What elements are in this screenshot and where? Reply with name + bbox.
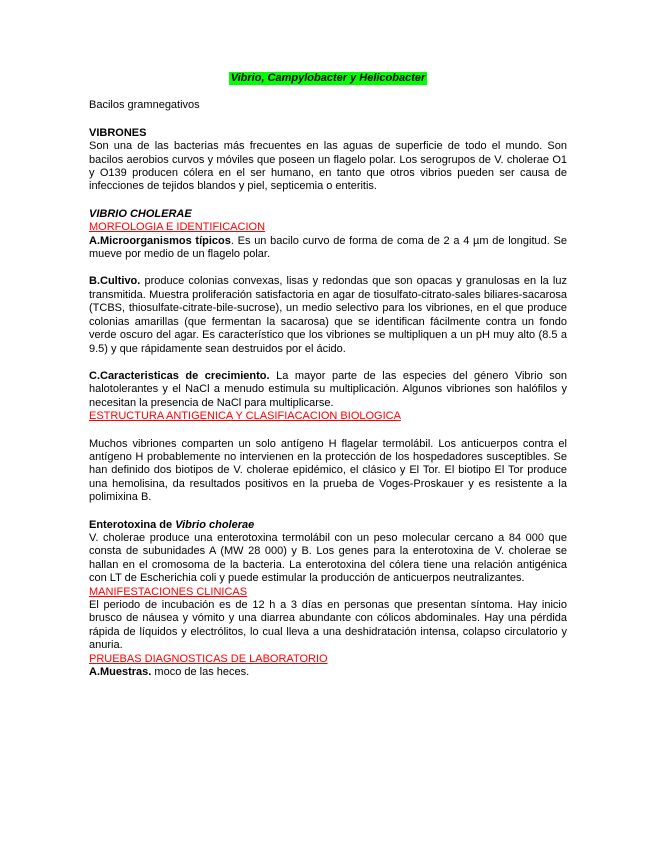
vibrones-heading: VIBRONES xyxy=(89,126,147,139)
enterotoxina-paragraph: V. cholerae produce una enterotoxina termolábil con un peso molecular cercano a 84 000 que consta de subunidades A (MW 28 000) y B. Los genes para la enterotoxina de V. cholerae se hallan en el cromosoma de la bacteria. La enterotoxina del cólera tiene una relación antigénica con LT de Escherichia coli y puede estimular la producción de anticuerpos neutralizantes. xyxy=(89,531,567,585)
pruebas-heading: PRUEBAS DIAGNOSTICAS DE LABORATORIO xyxy=(89,652,328,665)
muestras-label: A.Muestras. xyxy=(89,666,152,679)
enterotoxina-heading-plain: Enterotoxina de xyxy=(89,518,176,531)
crecimiento-text: La mayor parte de las especies del género Vibrio son halotolerantes y el NaCl a menudo estimula su multiplicación. Algunos vibriones son halófilos y necesitan la presencia de NaCl para multiplicarse. xyxy=(89,369,567,409)
estructura-heading: ESTRUCTURA ANTIGENICA Y CLASIFIACACION BIOLOGICA xyxy=(89,410,401,423)
document-content xyxy=(89,72,567,679)
cultivo-paragraph xyxy=(89,275,567,355)
vibrio-cholerae-heading: VIBRIO CHOLERAE xyxy=(89,207,192,220)
crecimiento-label: C.Caracteristicas de crecimiento. xyxy=(89,369,270,382)
enterotoxina-heading xyxy=(89,519,567,532)
estructura-paragraph: Muchos vibriones comparten un solo antígeno H flagelar termolábil. Los anticuerpos contra el antígeno H probablemente no intervienen en la protección de los hospedadores susceptibles. Se han definido dos biotipos de V. cholerae epidémico, el clásico y El Tor. El biotipo El Tor produce una hemolisina, da resultados positivos en la prueba de Voges-Proskauer y es resistente a la polimixina B. xyxy=(89,437,567,504)
document-title: Vibrio, Campylobacter y Helicobacter xyxy=(230,72,426,84)
cultivo-text: produce colonias convexas, lisas y redondas que son opacas y granulosas en la luz transmitida. Muestra proliferación satisfactoria en agar de tiosulfato-citrato-sales biliares-sacarosa (TCBS, thiosulfate-citrate-bile-sucrose), un medio selectivo para los vibriones, en el que produce colonias amarillas (que fermentan la sacarosa) que se identifican fácilmente contra un fondo verde oscuro del agar. Es característico que los vibriones se multipliquen a un pH muy alto (8.5 a 9.5) y que rápidamente sean destruidos por el ácido. xyxy=(89,275,567,355)
microorganismos-label: A.Microorganismos típicos xyxy=(89,234,231,247)
microorganismos-paragraph xyxy=(89,235,567,262)
microorganismos-text: . Es un bacilo curvo de forma de coma de 2 a 4 µm de longitud. Se mueve por medio de un flagelo polar. xyxy=(89,234,567,261)
vibrones-paragraph: Son una de las bacterias más frecuentes en las aguas de superficie de todo el mundo. Son bacilos aerobios curvos y móviles que poseen un flagelo polar. Los serogrupos de V. cholerae O1 y O139 producen cólera en el ser humano, en tanto que otros vibrios pueden ser causa de infecciones de tejidos blandos y piel, septicemia o enteritis. xyxy=(89,140,567,193)
enterotoxina-heading-italic: Vibrio cholerae xyxy=(175,518,255,531)
title-wrapper xyxy=(89,72,567,85)
muestras-paragraph xyxy=(89,666,567,679)
intro-text: Bacilos gramnegativos xyxy=(89,99,200,112)
cultivo-label: B.Cultivo. xyxy=(89,275,141,288)
morfologia-heading: MORFOLOGIA E IDENTIFICACION xyxy=(89,221,266,234)
manifestaciones-paragraph: El periodo de incubación es de 12 h a 3 días en personas que presentan síntoma. Hay inicio brusco de náusea y vómito y una diarrea abundante con cólicos abdominales. Hay una pérdida rápida de líquidos y electrólitos, lo cual lleva a una deshidratación intensa, colapso circulatorio y anuria. xyxy=(89,599,567,652)
manifestaciones-heading: MANIFESTACIONES CLINICAS xyxy=(89,585,248,598)
muestras-text: moco de las heces. xyxy=(151,666,250,679)
crecimiento-paragraph xyxy=(89,370,567,410)
